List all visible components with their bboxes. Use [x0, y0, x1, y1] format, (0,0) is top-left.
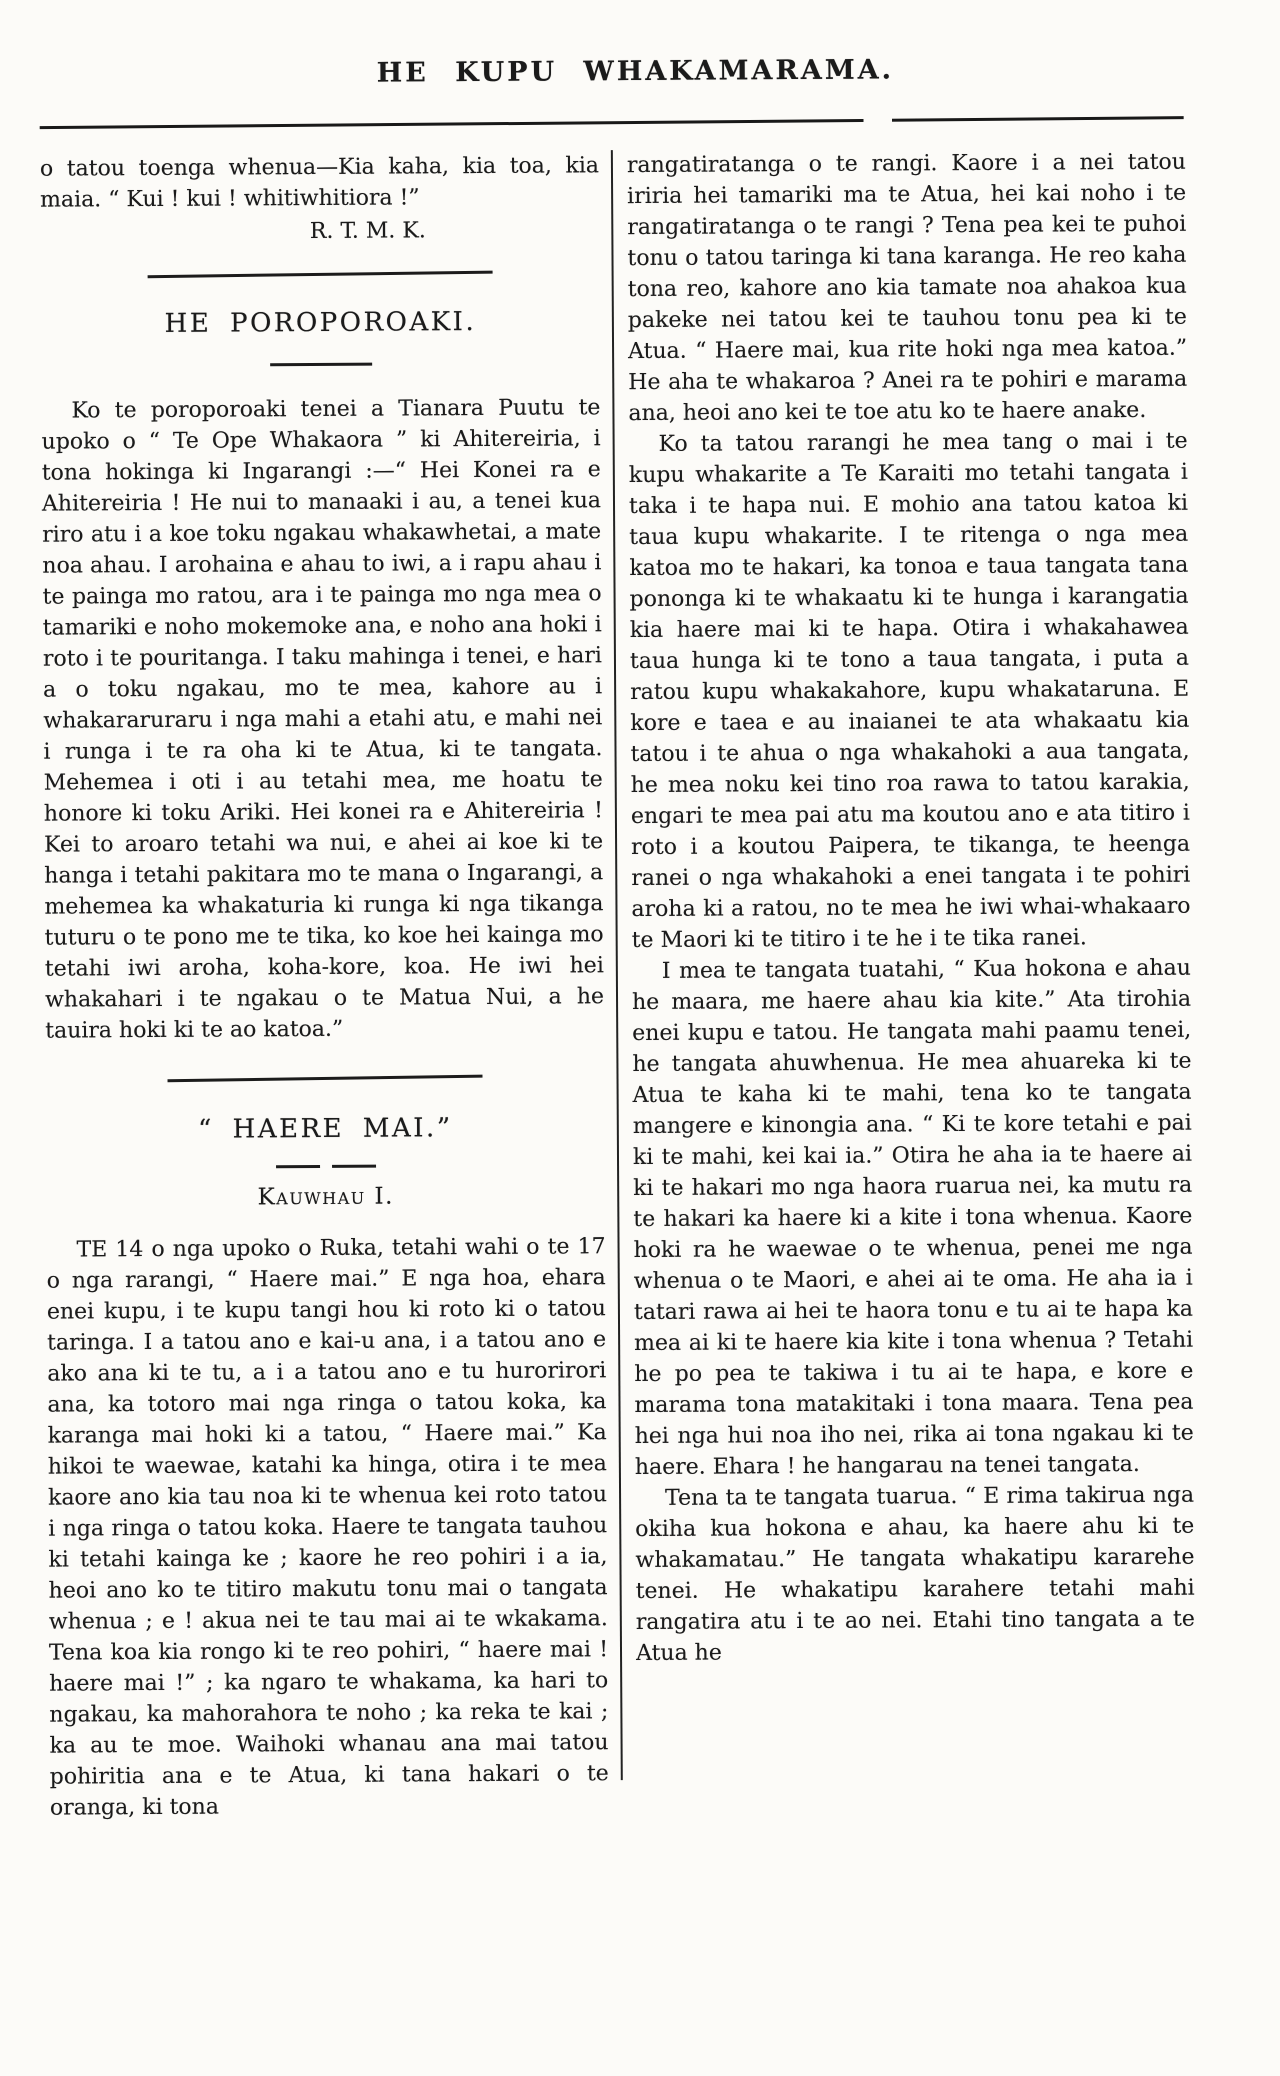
rule-dash — [332, 1164, 376, 1167]
left-column — [40, 150, 621, 1823]
paragraph: Tena ta te tangata tuarua. “ E rima takirua nga okiha kua hokona e ahau, ka haere ahu ki te whakamatau.” He tangata whakatipu kararehe tenei. He whakatipu karahere tetahi mahi rangatira atu i te ao nei. Etahi tino tangata a te Atua he — [635, 1482, 1195, 1667]
masthead — [0, 0, 1276, 128]
paragraph: rangatiratanga o te rangi. Kaore i a nei tatou iriria hei tamariki ma te Atua, hei kai noho i te rangatiratanga o te rangi ? Tena pea kei te puhoi tonu o tatou taringa ki tana karanga. He reo kaha tona reo, kahore ano kia tamate noa ahakoa kua pakeke nei tatou kei te tauhou tonu pea ki te Atua. “ Haere mai, kua rite hoki nga mea katoa.” He aha te whakaroa ? Anei ra te pohiri e marama ana, heoi ano kei te toe atu ko te haere anake. — [626, 149, 1188, 427]
section-heading-haere-mai: “ HAERE MAI.” — [197, 1112, 453, 1145]
section-separator-rule — [148, 271, 493, 279]
heading-underline-rule — [270, 363, 372, 367]
signature: R. T. M. K. — [309, 218, 426, 245]
paragraph-poroporoaki: Ko te poroporoaki tenei a Tianara Puutu te upoko o “ Te Ope Whakaora ” ki Ahitereiria, i tona hokinga ki Ingarangi :—“ Hei Konei ra e Ahitereiria ! He nui to manaaki i au, a tenei kua riro atu i a koe toku ngakau whakawhetai, a mate noa ahau. I arohaina e ahau to iwi, a i rapu ahau i te painga mo ratou, ara i te painga mo nga mea o tamariki e noho mokemoke ana, e noho ana hoki i roto i te pouritanga. I taku mahinga i tenei, e hari a o toku ngakau, mo te mea, kahore au i whakararuraru i nga mahi a etahi atu, e mahi nei i runga i te ra oha ki te Atua, ki te tangata. Mehemea i oti i au tetahi mea, me hoatu te honore ki toku Ariki. Hei konei ra e Ahitereiria ! Kei to aroaro tetahi wa nui, e ahei ai koe ki te hanga i tetahi pakitara mo te mana o Ingarangi, a mehemea ka whakaturia ki runga ki nga tikanga tuturu o te pono me te tika, ko koe hei kainga mo tetahi iwi aroha, koha-kore, koa. He iwi hei whakahari i te ngakau o te Matua Nui, a he tauira hoki ki te ao katoa.” — [41, 395, 605, 1044]
section-separator-rule — [168, 1075, 483, 1082]
heading-underline-double-rule — [46, 1163, 605, 1169]
page-title: HE KUPU WHAKAMARAMA. — [376, 54, 895, 89]
paragraph-kauwhau: TE 14 o nga upoko o Ruka, tetahi wahi o te 17 o nga rarangi, “ Haere mai.” E nga hoa, ehara enei kupu, i te kupu tangi hou ki roto ki o tatou taringa. I a tatou ano e kai-u ana, i a tatou ano e ako ana ki te tu, a i a tatou ano e tu hurorirori ana, ka totoro mai nga ringa o tatou koka, ka karanga mai hoki ki a tatou, “ Haere mai.” Ka hikoi te waewae, katahi ka hinga, otira i te mea kaore ano kia tau noa ki te whenua kei roto tatou i nga ringa o tatou koka. Haere te tangata tauhou ki tetahi kainga ke ; kaore he reo pohiri i a ia, heoi ano ko te titiro makutu tonu mai o tangata whenua ; e ! akua nei te tau mai ai te wkakama. Tena koa kia rongo ki te reo pohiri, “ haere mai ! haere mai !” ; ka ngaro te whakama, ka hari to ngakau, ka mahorahora te noho ; ka reka te kai ; ka au te moe. Waihoki whanau ana mai tatou pohiritia ana e te Atua, ki tana hakari o te oranga, ki tona — [46, 1233, 609, 1821]
two-column-body — [0, 120, 1280, 1823]
continued-paragraph: o tatou toenga whenua—Kia kaha, kia toa, kia maia. “ Kui ! kui ! whitiwhitiora !” — [39, 153, 600, 213]
right-column — [613, 147, 1196, 1820]
rule-dash — [276, 1164, 320, 1167]
section-heading-poroporoaki: HE POROPOROAKI. — [164, 306, 477, 339]
paragraph: Ko ta tatou rarangi he mea tang o mai i te kupu whakarite a Te Karaiti mo tetahi tangata i taka i te hapa nui. E mohio ana tatou katoa ki taua kupu whakarite. I te ritenga o nga mea katoa mo te hakari, ka tonoa e taua tangata tana pononga ki te whakaatu ki te hunga i karangatia kia haere mai ki te hapa. Otira i whakahawea taua hunga ki te tono a taua tangata, i puta a ratou kupu whakakahore, kupu whakataruna. E kore e taea e au inaianei te ata whakaatu kia tatou i te ahua o nga whakahoki a aua tangata, he mea noku kei tino roa rawa to tatou karakia, engari te mea pai atu ma koutou ano e ata titiro i roto i a koutou Paipera, te tikanga, te heenga ranei o nga whakahoki a enei tangata i te pohiri aroha ki a ratou, no te mea he iwi whai-whakaaro te Maori ki te titiro i te he i te tika ranei. — [628, 428, 1191, 954]
subheading-kauwhau: Kauwhau I. — [257, 1183, 394, 1210]
paragraph: I mea te tangata tuatahi, “ Kua hokona e ahau he maara, me haere ahau kia kite.” Ata tirohia enei kupu e tatou. He tangata mahi paamu tenei, he tangata ahuwhenua. He mea ahuareka ki te Atua te kaha ki te mahi, tena ko te tangata mangere e kinongia ana. “ Ki te kore tetahi e pai ki te mahi, kei kai ia.” Otira he aha ia te haere ai ki te hakari mo nga haora ruarua nei, ka mutu ra te hakari ka haere ki a kite i tona whenua. Kaore hoki ra he waewae o te whenua, penei me nga whenua o te Maori, e ahei ai te oma. He aha ia i tatari rawa ai hei te haora tonu e tu ai te hapa ka mea ai ki te haere kia kite i tona whenua ? Tetahi he po pea te takiwa i tu ai te hapa, e kore e marama tona matakitaki i tona maara. Tena pea hei nga hui noa iho nei, rika ai tona ngakau ki te haere. Ehara ! he hangarau na tenei tangata. — [631, 955, 1194, 1481]
